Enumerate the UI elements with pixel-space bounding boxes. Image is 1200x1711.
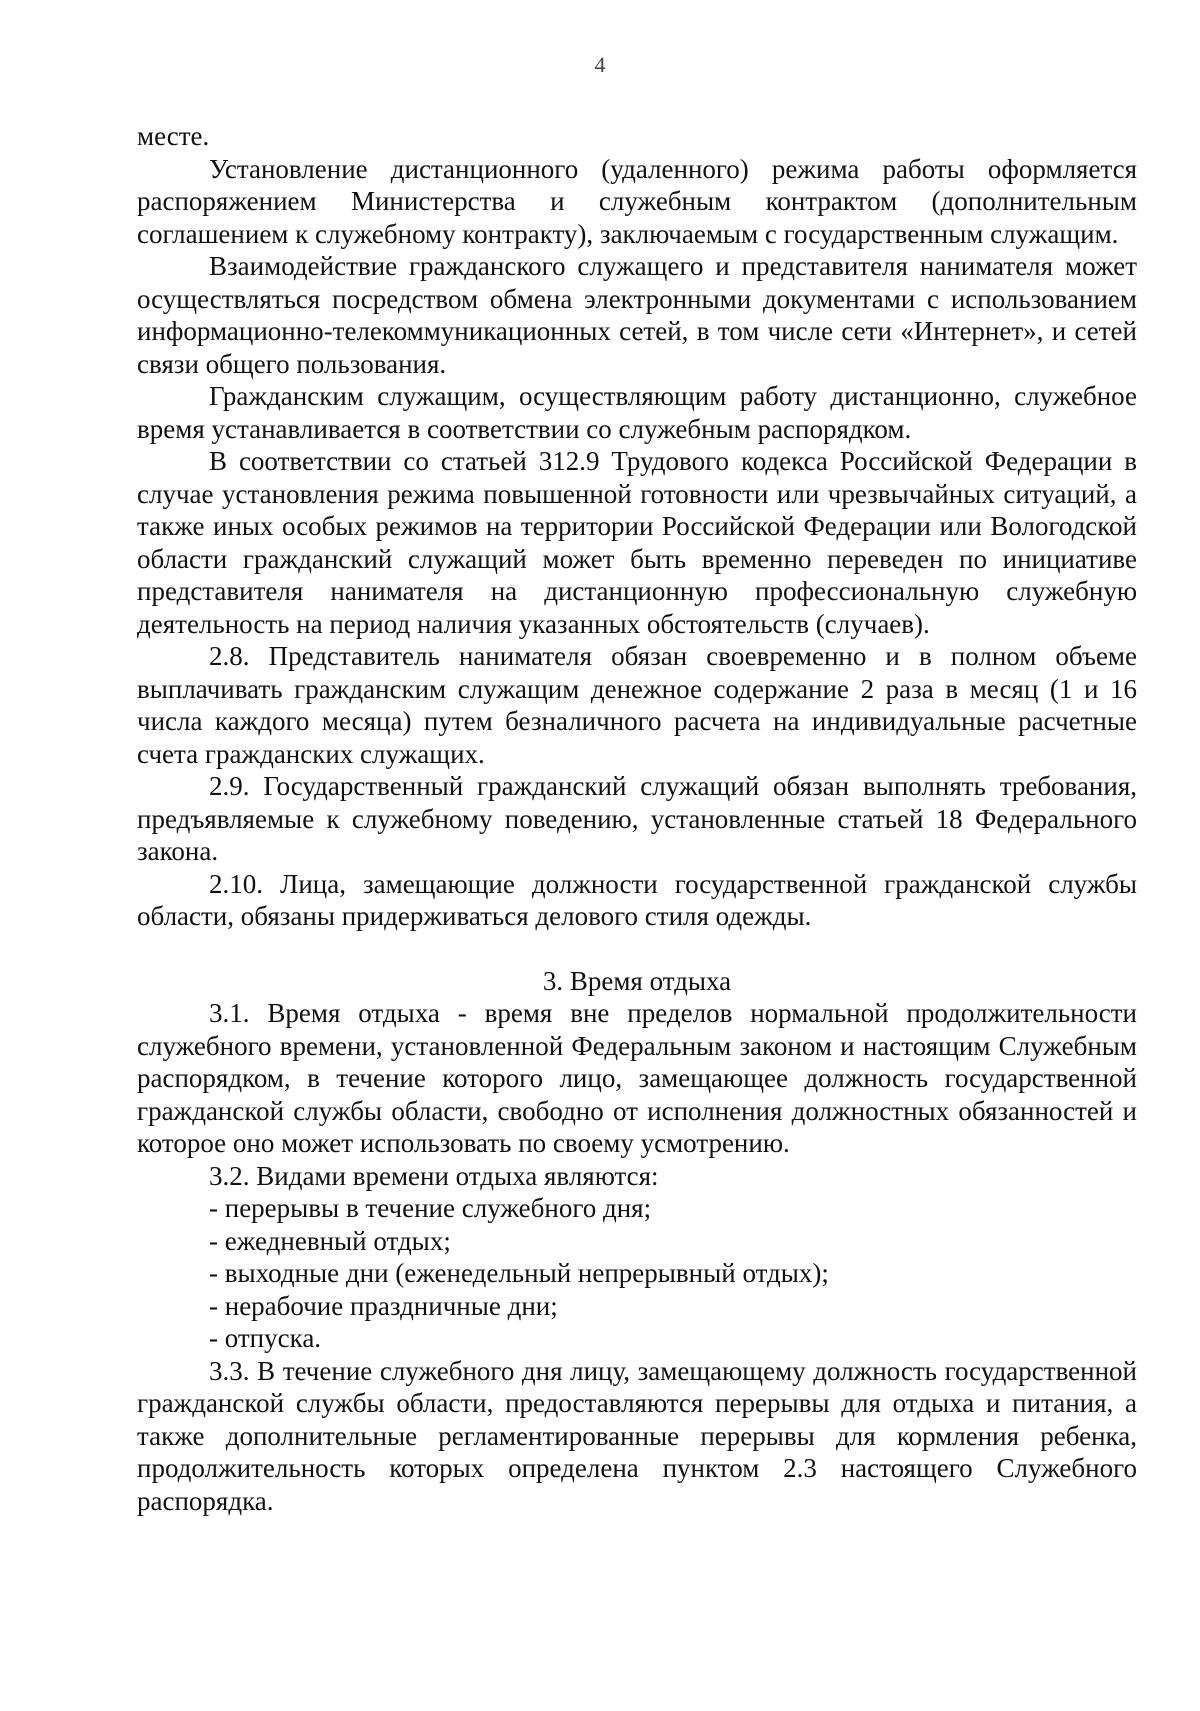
list-item: - нерабочие праздничные дни; xyxy=(209,1290,558,1321)
list-item: - перерывы в течение служебного дня; xyxy=(209,1193,652,1223)
section-paragraphs xyxy=(137,997,1137,1192)
page-number: 4 xyxy=(594,52,606,77)
paragraph: месте. xyxy=(137,121,210,151)
paragraph: 3.1. Время отдыха - время вне пределов нормальной продолжительности служебного времени, установленной Федеральным законом и настоящим Служебным распорядком, в течение которого лицо, замещающее должность государственной гражданской службы области, свободно от исполнения должностных обязанностей и которое оно может использовать по своему усмотрению. xyxy=(137,998,1137,1158)
paragraph: 2.10. Лица, замещающие должности государственной гражданской службы области, обязаны придерживаться делового стиля одежды. xyxy=(137,868,1137,931)
paragraph: 3.2. Видами времени отдыха являются: xyxy=(209,1160,659,1191)
paragraph: Гражданским служащим, осуществляющим работу дистанционно, служебное время устанавливается в соответствии со служебным распорядком. xyxy=(137,381,1137,444)
paragraphs-before xyxy=(137,120,1137,933)
paragraph: 3.3. В течение служебного дня лицу, замещающему должность государственной гражданской службы области, предоставляются перерывы для отдыха и питания, а также дополнительные регламентированные перерывы для кормления ребенка, продолжительность которых определена пунктом 2.3 настоящего Служебного распорядка. xyxy=(137,1355,1137,1516)
list-item: - отпуска. xyxy=(209,1323,322,1353)
paragraph: Взаимодействие гражданского служащего и представителя нанимателя может осуществляться посредством обмена электронными документами с использованием информационно-телекоммуникационных сетей, в том числе сети «Интернет», и сетей связи общего пользования. xyxy=(137,251,1137,379)
document-body xyxy=(137,120,1137,1517)
section-title: 3. Время отдыха xyxy=(542,965,732,996)
paragraph: 2.9. Государственный гражданский служащий обязан выполнять требования, предъявляемые к служебному поведению, установленные статьей 18 Федерального закона. xyxy=(137,771,1137,866)
paragraph: Установление дистанционного (удаленного) режима работы оформляется распоряжением Министерства и служебным контрактом (дополнительным соглашением к служебному контракту), заключаемым с государственным служащим. xyxy=(137,153,1137,249)
paragraphs-after xyxy=(137,1355,1137,1518)
paragraph: В соответствии со статьей 312.9 Трудового кодекса Российской Федерации в случае установления режима повышенной готовности или чрезвычайных ситуаций, а также иных особых режимов на территории Российской Федерации или Вологодской области гражданский служащий может быть временно переведен по инициативе представителя нанимателя на дистанционную профессиональную служебную деятельность на период наличия указанных обстоятельств (случаев). xyxy=(137,446,1137,639)
list-item: - выходные дни (еженедельный непрерывный отдых); xyxy=(209,1258,829,1288)
paragraph: 2.8. Представитель нанимателя обязан своевременно и в полном объеме выплачивать гражданским служащим денежное содержание 2 раза в месяц (1 и 16 числа каждого месяца) путем безналичного расчета на индивидуальные расчетные счета гражданских служащих. xyxy=(137,641,1137,769)
rest-types-list xyxy=(137,1192,1137,1355)
list-item: - ежедневный отдых; xyxy=(209,1225,451,1256)
